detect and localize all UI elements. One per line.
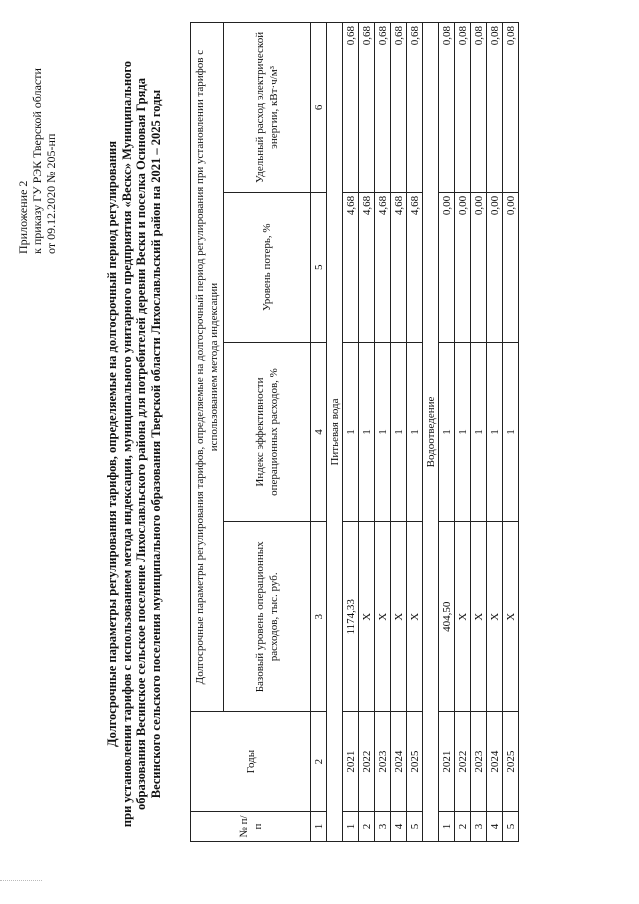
section-title: Питьевая вода — [327, 23, 343, 842]
header-base: Базовый уровень операционных расходов, тыс. руб. — [224, 522, 311, 712]
row-loss-level: 4,68 — [407, 192, 423, 342]
appendix-date: от 09.12.2020 № 205-нп — [44, 133, 58, 254]
table-row — [439, 23, 455, 842]
col-number: 6 — [311, 23, 327, 193]
appendix-block — [16, 14, 58, 254]
row-energy-use: 0,08 — [455, 23, 471, 193]
row-year: 2024 — [487, 712, 503, 812]
table-row — [471, 23, 487, 842]
row-energy-use: 0,68 — [407, 23, 423, 193]
header-group: Долгосрочные параметры регулирования тарифов, определяемые на долгосрочный период регулирования при установлении тарифов с использованием метода индексации — [191, 23, 224, 712]
row-energy-use: 0,08 — [487, 23, 503, 193]
row-year: 2024 — [391, 712, 407, 812]
row-efficiency-index: 1 — [407, 342, 423, 522]
row-efficiency-index: 1 — [471, 342, 487, 522]
header-energy: Удельный расход электрической энергии, кВт·ч/м³ — [224, 23, 311, 193]
row-number: 2 — [359, 812, 375, 842]
row-loss-level: 4,68 — [391, 192, 407, 342]
table-row — [487, 23, 503, 842]
header-index: Индекс эффективности операционных расходов, % — [224, 342, 311, 522]
row-energy-use: 0,08 — [439, 23, 455, 193]
row-year: 2025 — [503, 712, 519, 812]
col-number: 5 — [311, 192, 327, 342]
row-base-cost: X — [375, 522, 391, 712]
table-row — [375, 23, 391, 842]
row-year: 2023 — [375, 712, 391, 812]
scan-artifact — [0, 880, 42, 881]
title-line-4: Весинского сельского поселения муниципального образования Тверской области Лихославльский район на 2021 – 2025 годы — [148, 89, 163, 799]
title-line-3: образования Весинское сельское поселение Лихославльского района для потребителей деревни Вески и поселка Осиновая Гряда — [134, 78, 148, 810]
row-number: 1 — [343, 812, 359, 842]
section-header-row — [423, 23, 439, 842]
row-number: 4 — [487, 812, 503, 842]
row-base-cost: 404,50 — [439, 522, 455, 712]
row-loss-level: 0,00 — [455, 192, 471, 342]
row-number: 3 — [471, 812, 487, 842]
row-energy-use: 0,68 — [359, 23, 375, 193]
row-efficiency-index: 1 — [455, 342, 471, 522]
row-base-cost: X — [359, 522, 375, 712]
row-number: 5 — [503, 812, 519, 842]
section-header-row — [327, 23, 343, 842]
section-title: Водоотведение — [423, 23, 439, 842]
row-energy-use: 0,68 — [375, 23, 391, 193]
row-energy-use: 0,68 — [343, 23, 359, 193]
row-number: 4 — [391, 812, 407, 842]
row-efficiency-index: 1 — [375, 342, 391, 522]
row-base-cost: X — [407, 522, 423, 712]
appendix-title: Приложение 2 — [16, 180, 30, 254]
header-losses: Уровень потерь, % — [224, 192, 311, 342]
row-loss-level: 0,00 — [503, 192, 519, 342]
row-base-cost: X — [487, 522, 503, 712]
row-year: 2021 — [439, 712, 455, 812]
header-years: Годы — [191, 712, 311, 812]
col-number: 2 — [311, 712, 327, 812]
row-energy-use: 0,68 — [391, 23, 407, 193]
col-number: 3 — [311, 522, 327, 712]
row-efficiency-index: 1 — [503, 342, 519, 522]
table-row — [391, 23, 407, 842]
row-energy-use: 0,08 — [471, 23, 487, 193]
tariff-parameters-table — [190, 22, 519, 842]
row-efficiency-index: 1 — [439, 342, 455, 522]
row-year: 2023 — [471, 712, 487, 812]
row-loss-level: 0,00 — [471, 192, 487, 342]
table-row — [359, 23, 375, 842]
row-number: 3 — [375, 812, 391, 842]
row-base-cost: X — [391, 522, 407, 712]
table-row — [407, 23, 423, 842]
appendix-order: к приказу ГУ РЭК Тверской области — [30, 68, 44, 254]
row-loss-level: 4,68 — [375, 192, 391, 342]
row-base-cost: X — [503, 522, 519, 712]
row-base-cost: X — [471, 522, 487, 712]
row-loss-level: 0,00 — [439, 192, 455, 342]
row-efficiency-index: 1 — [343, 342, 359, 522]
table-row — [455, 23, 471, 842]
table-row — [343, 23, 359, 842]
column-number-row — [311, 23, 327, 842]
row-number: 5 — [407, 812, 423, 842]
row-efficiency-index: 1 — [391, 342, 407, 522]
title-line-2: при установлении тарифов с использованием метода индексации, муниципального унитарного предприятия «Вескс» Муниципального — [119, 60, 134, 828]
row-year: 2025 — [407, 712, 423, 812]
row-year: 2022 — [455, 712, 471, 812]
col-number: 1 — [311, 812, 327, 842]
row-year: 2021 — [343, 712, 359, 812]
table-row — [503, 23, 519, 842]
col-number: 4 — [311, 342, 327, 522]
row-number: 2 — [455, 812, 471, 842]
row-energy-use: 0,08 — [503, 23, 519, 193]
row-number: 1 — [439, 812, 455, 842]
row-efficiency-index: 1 — [359, 342, 375, 522]
row-base-cost: 1174,33 — [343, 522, 359, 712]
row-loss-level: 4,68 — [359, 192, 375, 342]
row-base-cost: X — [455, 522, 471, 712]
row-year: 2022 — [359, 712, 375, 812]
row-efficiency-index: 1 — [487, 342, 503, 522]
title-line-1: Долгосрочные параметры регулирования тарифов, определяемые на долгосрочный период регулирования — [105, 141, 119, 748]
row-loss-level: 0,00 — [487, 192, 503, 342]
document-title — [105, 44, 163, 844]
header-num: № п/п — [191, 812, 311, 842]
row-loss-level: 4,68 — [343, 192, 359, 342]
